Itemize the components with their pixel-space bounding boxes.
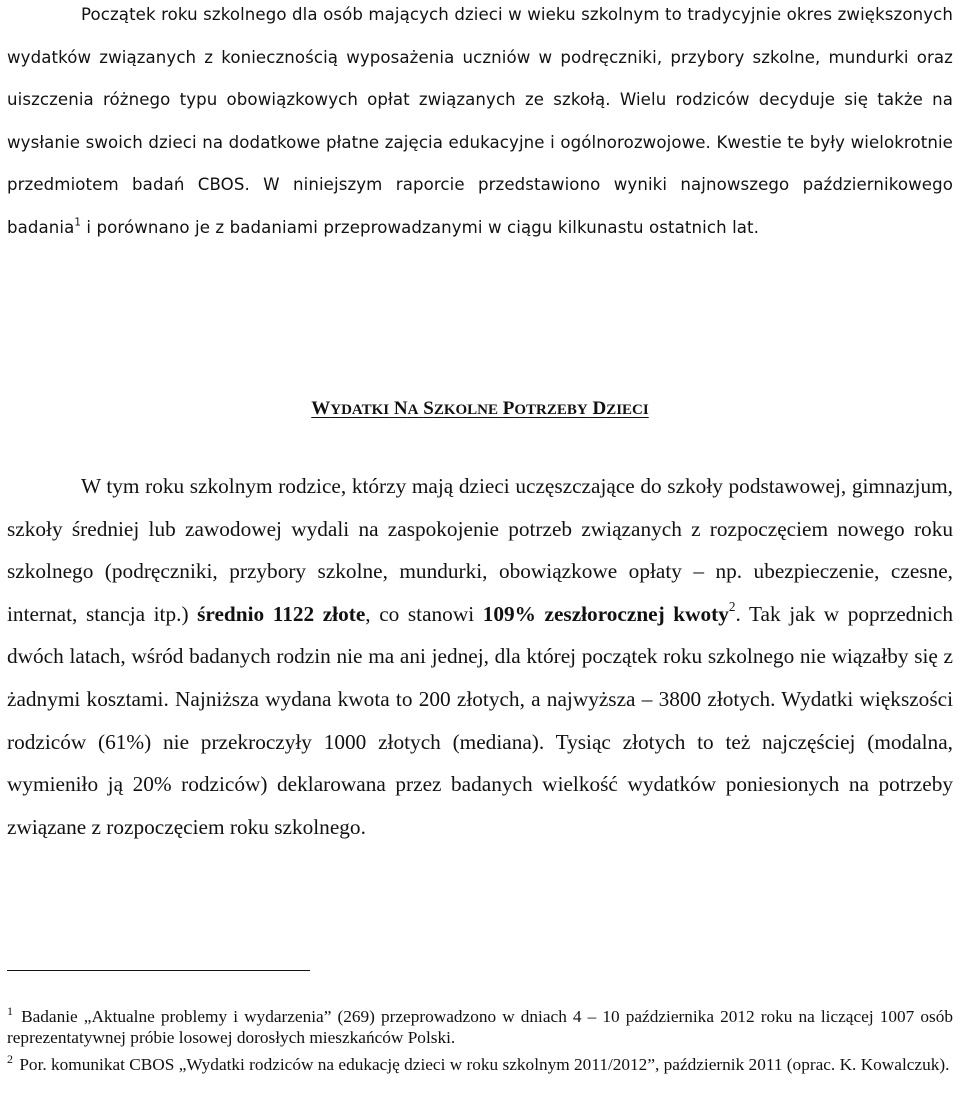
body-bold-average: średnio 1122 złote [197, 601, 366, 626]
footnotes [7, 1006, 953, 1081]
footnote-1-text: Badanie „Aktualne problemy i wydarzenia” (269) przeprowadzono w dniach 4 – 10 października 2012 roku na liczącej 1007 osób reprezentatywnej próbie losowej dorosłych mieszkańców Polski. [7, 1007, 953, 1047]
heading-word-5: DZIECI [592, 398, 649, 419]
heading-word-2: NA [393, 398, 419, 419]
intro-paragraph [7, 0, 953, 250]
footnote-2-mark: 2 [7, 1052, 13, 1066]
heading-word-4: POTRZEBY [502, 398, 588, 419]
footnote-ref-1[interactable]: 1 [74, 216, 82, 229]
footnote-1-mark: 1 [7, 1004, 13, 1018]
body-bold-percent: 109% zeszłorocznej kwoty [482, 601, 729, 626]
footnote-1 [7, 1006, 953, 1048]
footnote-ref-2[interactable]: 2 [728, 598, 736, 614]
intro-text-part1: Początek roku szkolnego dla osób mających dzieci w wieku szkolnym to tradycyjnie okres zwiększonych wydatków związanych z koniecznością wyposażenia uczniów w podręczniki, przybory szkolne, mundurki oraz uiszczenia różnego typu obowiązkowych opłat związanych ze szkołą. Wielu rodziców decyduje się także na wysłanie swoich dzieci na dodatkowe płatne zajęcia edukacyjne i ogólnorozwojowe. Kwestie te były wielokrotnie przedmiotem badań CBOS. W niniejszym raporcie przedstawiono wyniki najnowszego październikowego badania [7, 5, 953, 237]
footnote-separator [7, 970, 310, 971]
section-heading [7, 394, 953, 425]
body-text-part1: W tym roku szkolnym rodzice, którzy mają dzieci uczęszczające do szkoły podstawowej, gimnazjum, szkoły średniej lub zawodowej wydali na zaspokojenie potrzeb związanych z rozpoczęciem nowego roku szkolnego (podręczniki, przybory szkolne, mundurki, obowiązkowe opłaty – np. ubezpieczenie, czesne, internat, stancja itp.) [7, 474, 953, 626]
body-text-part3: . Tak jak w poprzednich dwóch latach, wśród badanych rodzin nie ma ani jednej, dla której początek roku szkolnego nie wiązałby się z żadnymi kosztami. Najniższa wydana kwota to 200 złotych, a najwyższa – 3800 złotych. Wydatki większości rodziców (61%) nie przekroczyły 1000 złotych (mediana). Tysiąc złotych to też najczęściej (modalna, wymieniło ją 20% rodziców) deklarowana przez badanych wielkość wydatków poniesionych na potrzeby związane z rozpoczęciem roku szkolnego. [7, 601, 953, 839]
heading-word-1: WYDATKI [311, 398, 390, 419]
footnote-2-text: Por. komunikat CBOS „Wydatki rodziców na edukację dzieci w roku szkolnym 2011/2012”, październik 2011 (oprac. K. Kowalczuk). [15, 1055, 950, 1074]
heading-word-3: SZKOLNE [423, 398, 498, 419]
footnote-2 [7, 1054, 953, 1075]
intro-text-part2: i porównano je z badaniami przeprowadzanymi w ciągu kilkunastu ostatnich lat. [81, 217, 760, 237]
body-text-part2: , co stanowi [365, 601, 483, 626]
body-paragraph [7, 465, 953, 848]
